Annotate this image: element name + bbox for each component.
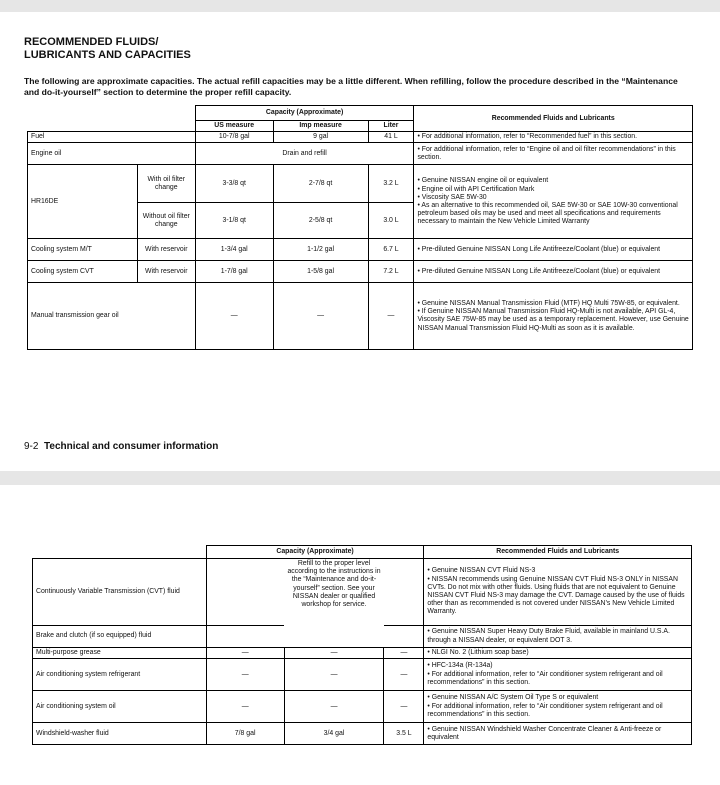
table-row: Fuel 10-7/8 gal 9 gal 41 L • For additional information, refer to “Recommended fuel” in this section. [28,132,693,143]
us-measure-header: US measure [195,121,273,132]
table-row: Air conditioning system refrigerant — — — • HFC-134a (R-134a) • For additional information, refer to “Air conditioner system refrigerant and oil recommendations” in this section. [33,659,692,691]
footer-chapter: Technical and consumer information [44,441,219,452]
table-row: HR16DE With oil filter change 3-3/8 qt 2-7/8 qt 3.2 L • Genuine NISSAN engine oil or equivalent • Engine oil with API Certification Mark • Viscosity SAE 5W-30 • As an alternative to this recommended oil, SAE 5W-30 or SAE 10W-30 conventional petroleum based oils may be used and meet all specifications and requirements necessary to maintain the New Vehicle Limited Warranty [28,165,693,203]
row-label: Manual transmission gear oil [28,283,196,350]
row-label: Air conditioning system oil [33,691,207,723]
row-label: Engine oil [28,143,196,165]
recommended-header: Recommended Fluids and Lubricants [424,546,692,559]
table-row: Air conditioning system oil — — — • Genuine NISSAN A/C System Oil Type S or equivalent • For additional information, refer to “Air conditioner system refrigerant and oil recommendations” in this section. [33,691,692,723]
capacities-table-2 [32,545,692,745]
capacity-header: Capacity (Approximate) [206,546,424,559]
capacity-header: Capacity (Approximate) [195,106,414,121]
table-row: Manual transmission gear oil — — — • Genuine NISSAN Manual Transmission Fluid (MTF) HQ Multi 75W-85, or equivalent. • If Genuine NISSAN Manual Transmission Fluid HQ-Multi is not available, API GL-4, Viscosity SAE 75W-85 may be used as a temporary replacement. However, use Genuine NISSAN Manual Transmission Fluid HQ-Multi as soon as it is available. [28,283,693,350]
row-label: Windshield-washer fluid [33,723,207,745]
recommended-header: Recommended Fluids and Lubricants [414,106,693,132]
row-label: Cooling system CVT [28,261,138,283]
row-label: Continuously Variable Transmission (CVT) fluid [33,559,207,626]
table-row: Continuously Variable Transmission (CVT) fluid Refill to the proper level according to the instructions in the “Maintenance and do-it-yourself” section. See your NISSAN dealer or qualified workshop for service. • Genuine NISSAN CVT Fluid NS-3 • NISSAN recommends using Genuine NISSAN CVT Fluid NS-3 ONLY in NISSAN CVTs. Do not mix with other fluids. Using fluids that are not equivalent to Genuine NISSAN CVT Fluid NS-3 may damage the CVT. Damage caused by the use of fluids other than as recommended is not covered under NISSAN’s New Vehicle Limited Warranty. [33,559,692,626]
imp-measure-header: Imp measure [273,121,368,132]
page-separator [0,471,720,485]
row-label: Cooling system M/T [28,239,138,261]
page-footer [24,441,218,452]
table-row: Cooling system CVT With reservoir 1-7/8 gal 1-5/8 gal 7.2 L • Pre-diluted Genuine NISSAN Long Life Antifreeze/Coolant (blue) or equivalent [28,261,693,283]
capacities-table-1 [27,105,693,350]
table-row: Engine oil Drain and refill • For additional information, refer to “Engine oil and oil filter recommendations” in this section. [28,143,693,165]
page-number: 9-2 [24,441,39,452]
liter-header: Liter [368,121,414,132]
intro-paragraph: The following are approximate capacities. The actual refill capacities may be a little different. When refilling, follow the procedure described in the “Maintenance and do-it-yourself” section to determine the proper refill capacity. [24,76,678,97]
table-row: Cooling system M/T With reservoir 1-3/4 gal 1-1/2 gal 6.7 L • Pre-diluted Genuine NISSAN Long Life Antifreeze/Coolant (blue) or equivalent [28,239,693,261]
row-label: Air conditioning system refrigerant [33,659,207,691]
table-row: Multi-purpose grease — — — • NLGI No. 2 (Lithium soap base) [33,648,692,659]
row-label: Multi-purpose grease [33,648,207,659]
section-title: RECOMMENDED FLUIDS/ LUBRICANTS AND CAPACITIES [24,36,191,61]
table-row: Brake and clutch (if so equipped) fluid • Genuine NISSAN Super Heavy Duty Brake Fluid, available in mainland U.S.A. through a NISSAN dealer, or equivalent DOT 3. [33,626,692,648]
page-top-gap [0,0,720,12]
table-row: Without oil filter change 3-1/8 qt 2-5/8 qt 3.0 L [28,203,693,239]
row-label: Brake and clutch (if so equipped) fluid [33,626,207,648]
table-row: Windshield-washer fluid 7/8 gal 3/4 gal 3.5 L • Genuine NISSAN Windshield Washer Concentrate Cleaner & Anti-freeze or equivalent [33,723,692,745]
row-label: HR16DE [28,165,138,239]
row-label: Fuel [28,132,196,143]
